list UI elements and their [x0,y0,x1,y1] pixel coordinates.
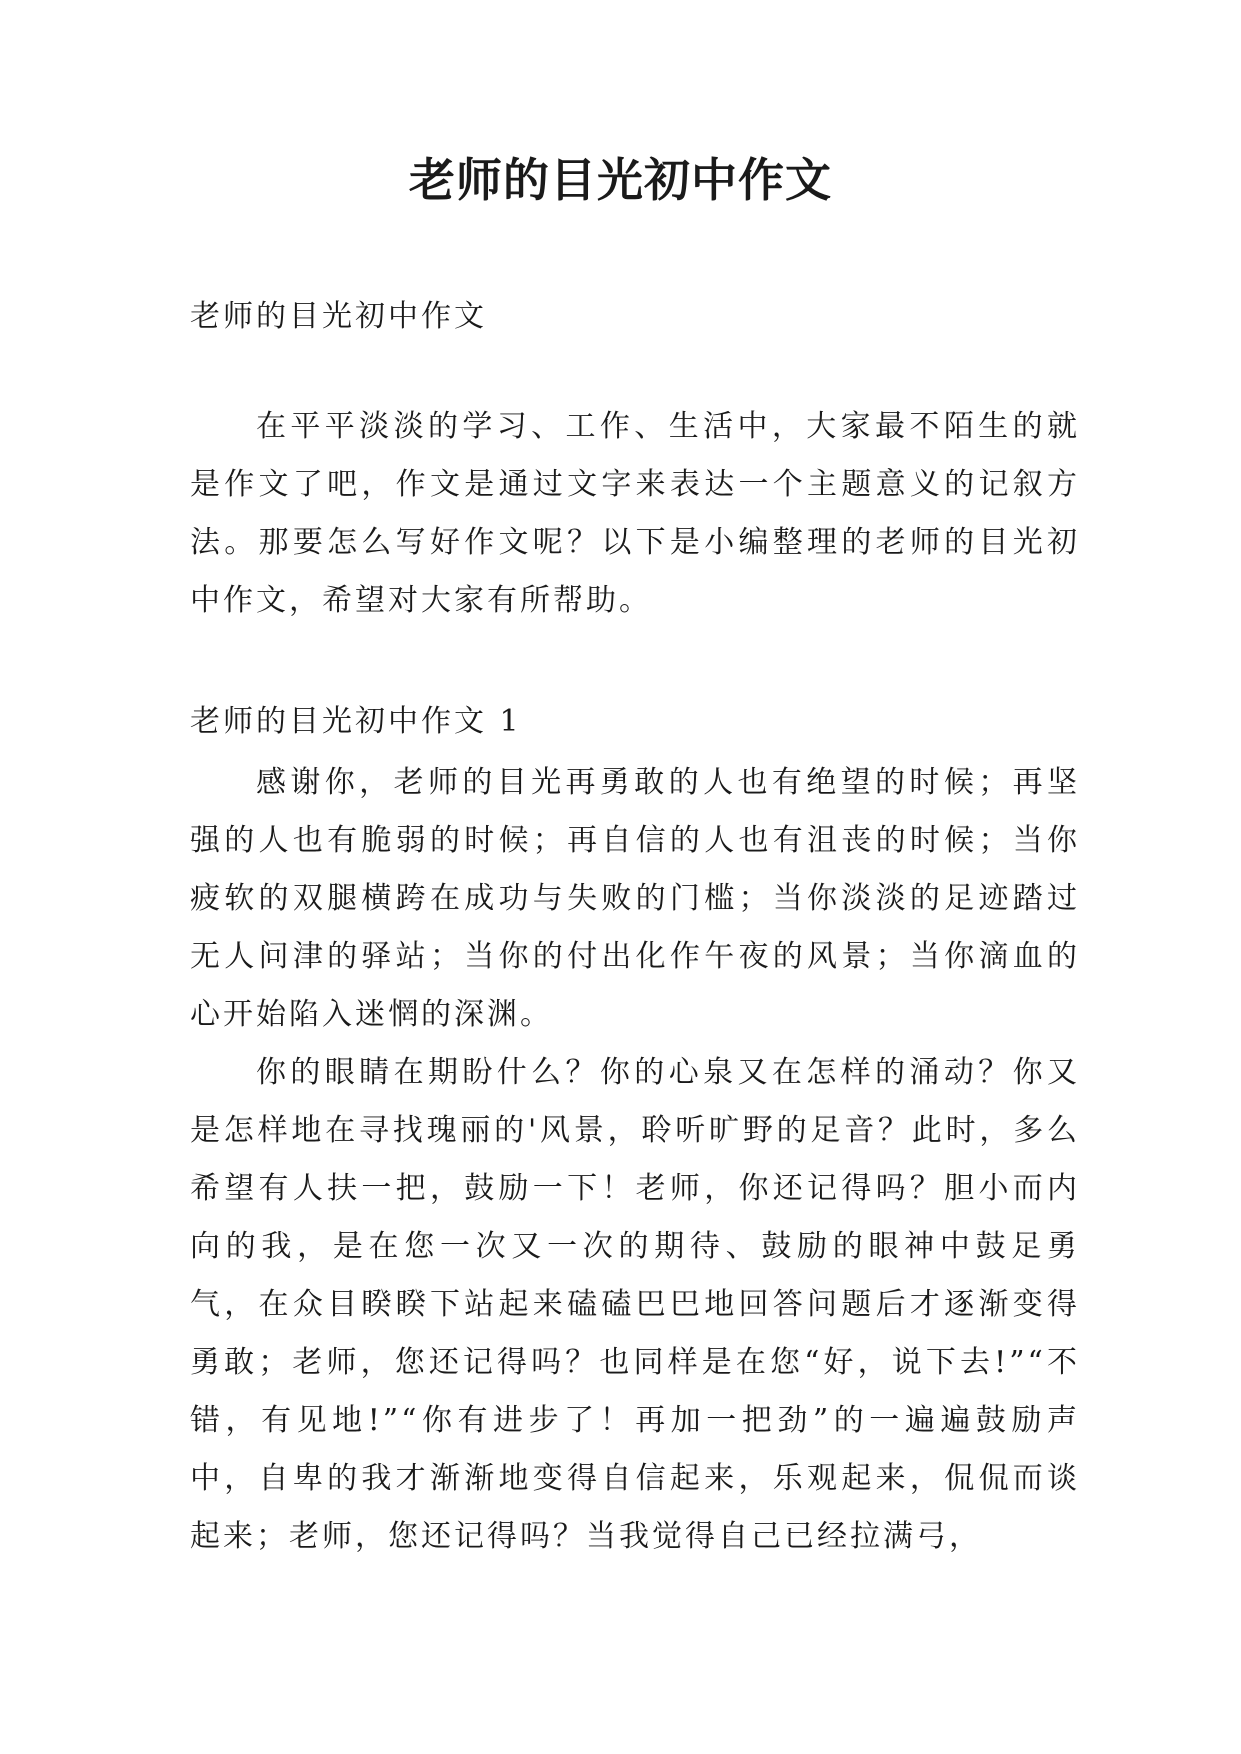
essay-body [190,754,1080,1566]
intro-paragraph: 在平平淡淡的学习、工作、生活中，大家最不陌生的就是作文了吧，作文是通过文字来表达一个主题意义的记叙方法。那要怎么写好作文呢？以下是小编整理的老师的目光初中作文，希望对大家有所帮助。 [190,409,1080,618]
document-title: 老师的目光初中作文 [409,153,832,207]
essay-paragraph-2: 你的眼睛在期盼什么？你的心泉又在怎样的涌动？你又是怎样地在寻找瑰丽的'风景，聆听旷野的足音？此时，多么希望有人扶一把，鼓励一下！老师，你还记得吗？胆小而内向的我，是在您一次又一次的期待、鼓励的眼神中鼓足勇气，在众目睽睽下站起来磕磕巴巴地回答问题后才逐渐变得勇敢；老师，您还记得吗？也同样是在您“好，说下去!”“不错，有见地!”“你有进步了！再加一把劲”的一遍遍鼓励声中，自卑的我才渐渐地变得自信起来，乐观起来，侃侃而谈起来；老师，您还记得吗？当我觉得自己已经拉满弓， [190,1055,1080,1554]
document-subtitle: 老师的目光初中作文 [190,299,487,334]
essay-paragraph-1: 感谢你，老师的目光再勇敢的人也有绝望的时候；再坚强的人也有脆弱的时候；再自信的人也有沮丧的时候；当你疲软的双腿横跨在成功与失败的门槛；当你淡淡的足迹踏过无人问津的驿站；当你的付出化作午夜的风景；当你滴血的心开始陷入迷惘的深渊。 [190,765,1080,1032]
section-title: 老师的目光初中作文 1 [190,704,522,739]
intro-paragraph-block [190,398,1080,630]
